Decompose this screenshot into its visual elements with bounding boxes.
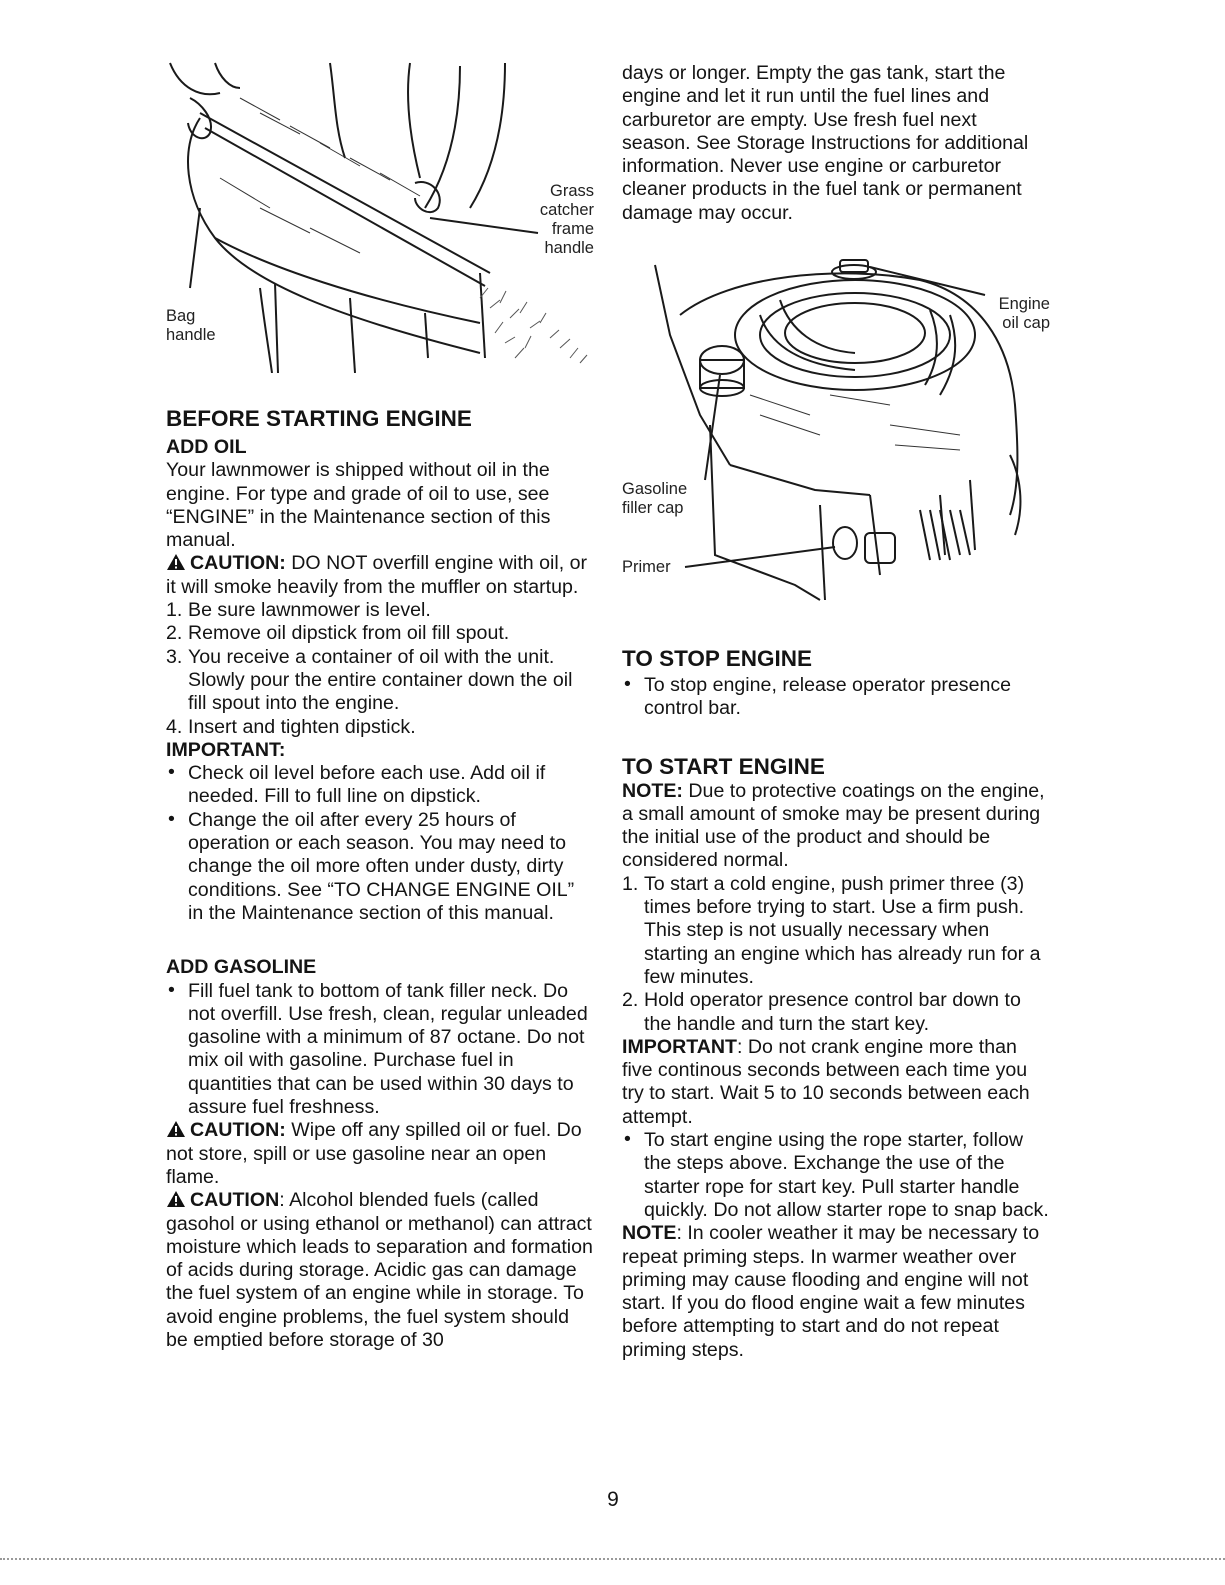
step-number: 4. [166,715,183,738]
start-note-2 [622,1222,1050,1362]
caution-label: CAUTION: [190,552,286,575]
note-label: NOTE: [622,779,683,802]
warning-triangle-icon [166,553,186,571]
bullet-text: Change the oil after every 25 hours of operation or each season. You may need to change the oil more often under dusty, dirty conditions. See “TO CHANGE ENGINE OIL” in the Maintenance section of this manual. [188,808,575,924]
step-text: Hold operator presence control bar down to the handle and turn the start key. [644,989,1021,1035]
gasoline-caution-1 [166,1119,594,1189]
gasoline-filler-cap-label [622,480,687,518]
step-number: 2. [622,989,639,1012]
label-line: oil cap [1002,314,1050,332]
primer-label: Primer [622,558,671,576]
start-steps [622,873,1050,1036]
step-text: Be sure lawnmower is level. [188,599,431,622]
label-line: handle [166,326,216,344]
grass-catcher-label [520,182,594,258]
section-heading: BEFORE STARTING ENGINE [166,406,472,431]
label-line: catcher [539,201,594,219]
important-text: : Do not crank engine more than five continous seconds between each time you try to start. Wait 5 to 10 seconds between each attempt. [622,1035,1030,1128]
list-item [622,1129,1050,1222]
caution-label: CAUTION: [190,1119,286,1142]
page-number: 9 [607,1488,619,1511]
bullet-icon: • [168,978,175,1001]
bullet-text: Check oil level before each use. Add oil if needed. Fill to full line on dipstick. [188,762,546,808]
note-label: NOTE [622,1222,677,1245]
label-line: handle [544,239,594,257]
important-label [166,739,594,762]
step-number: 1. [622,872,639,895]
label-line: filler cap [622,499,684,517]
important-label: IMPORTANT [622,1035,738,1058]
bullet-icon: • [624,673,631,695]
right-column-bottom [622,645,1050,1362]
subheading-add-oil: ADD OIL [166,436,247,458]
bag-handle-label [166,307,216,345]
bullet-text: To stop engine, release operator presence control bar. [644,674,1012,720]
warning-triangle-icon [166,1190,186,1208]
left-column [166,405,594,1352]
step-number: 3. [166,645,183,668]
gasoline-caution-2 [166,1189,594,1352]
caution-text: DO NOT overfill engine with oil, or it will smoke heavily from the muffler on startup. [166,552,588,598]
step-text: You receive a container of oil with the unit. Slowly pour the entire container down the oil fill spout into the engine. [188,645,573,715]
label-line: Grass [549,182,594,200]
add-oil-intro: Your lawnmower is shipped without oil in the engine. For type and grade of oil to use, see “ENGINE” in the Maintenance section of this manual. [166,459,551,552]
subheading-add-gasoline: ADD GASOLINE [166,956,317,979]
list-item [622,873,1050,989]
warning-triangle-icon [166,1120,186,1138]
bullet-text: To start engine using the rope starter, follow the steps above. Exchange the use of the starter rope for start key. Pull starter handle quickly. Do not allow starter rope to snap back. [644,1129,1049,1221]
section-heading-stop: TO STOP ENGINE [622,646,813,671]
step-number: 2. [166,622,183,645]
step-text: Insert and tighten dipstick. [188,715,416,738]
label-line: Engine [998,295,1050,313]
list-item [166,980,594,1120]
step-number: 1. [166,599,183,622]
list-item [166,599,594,622]
important-label-text: IMPORTANT: [166,738,286,761]
add-gasoline-bullets [166,980,594,1120]
bottom-dotted-rule [0,1558,1225,1560]
list-item [166,646,594,716]
note-text: : In cooler weather it may be necessary to repeat priming steps. In warmer weather over priming may cause flooding and engine will not start. If you do flood engine wait a few minutes before attempting to start and do not repeat priming steps. [622,1222,1040,1361]
label-line: Gasoline [622,480,688,498]
label-line: Bag [166,307,196,325]
step-text: Remove oil dipstick from oil fill spout. [188,622,510,645]
right-column-top [622,62,1047,225]
add-oil-steps [166,599,594,739]
bullet-icon: • [168,761,175,784]
bullet-icon: • [168,807,175,830]
stop-bullets [622,674,1050,721]
continuation-text: days or longer. Empty the gas tank, start the engine and let it run until the fuel lines and carburetor are empty. Use fresh fuel next season. See Storage Instructions for additional information. Never use engine or carburetor cleaner products in the fuel tank or permanent damage may occur. [622,62,1029,224]
caution-text: : Alcohol blended fuels (called gasohol or using ethanol or methanol) can attract moisture which leads to separation and formation of acids during storage. Acidic gas can damage the fuel system of an engine while in storage. To avoid engine problems, the fuel system should be emptied before storage of 30 [166,1189,593,1351]
list-item [622,674,1050,721]
start-bullets [622,1129,1050,1222]
start-important [622,1036,1050,1129]
list-item [166,762,594,809]
caution-text: Wipe off any spilled oil or fuel. Do not store, spill or use gasoline near an open flame. [166,1119,582,1188]
bullet-text: Fill fuel tank to bottom of tank filler neck. Do not overfill. Use fresh, clean, regular unleaded gasoline with a minimum of 87 octane. Do not mix oil with gasoline. Purchase fuel in quantities that can be used within 30 days to assure fuel freshness. [188,979,588,1119]
section-heading-start: TO START ENGINE [622,753,825,779]
add-oil-caution [166,552,594,599]
bullet-icon: • [624,1128,631,1151]
engine-oil-cap-label [985,295,1050,333]
label-line: frame [551,220,594,238]
list-item [166,809,594,925]
note-text: Due to protective coatings on the engine, a small amount of smoke may be present during the initial use of the product and should be considered normal. [622,779,1045,872]
start-note-1 [622,780,1050,873]
list-item [622,989,1050,1036]
list-item [166,622,594,645]
list-item [166,716,594,739]
step-text: To start a cold engine, push primer three (3) times before trying to start. Use a firm push. This step is not usually necessary when starting an engine which has already run for a few minutes. [644,872,1041,988]
caution-label: CAUTION [190,1189,280,1212]
add-oil-bullets [166,762,594,925]
